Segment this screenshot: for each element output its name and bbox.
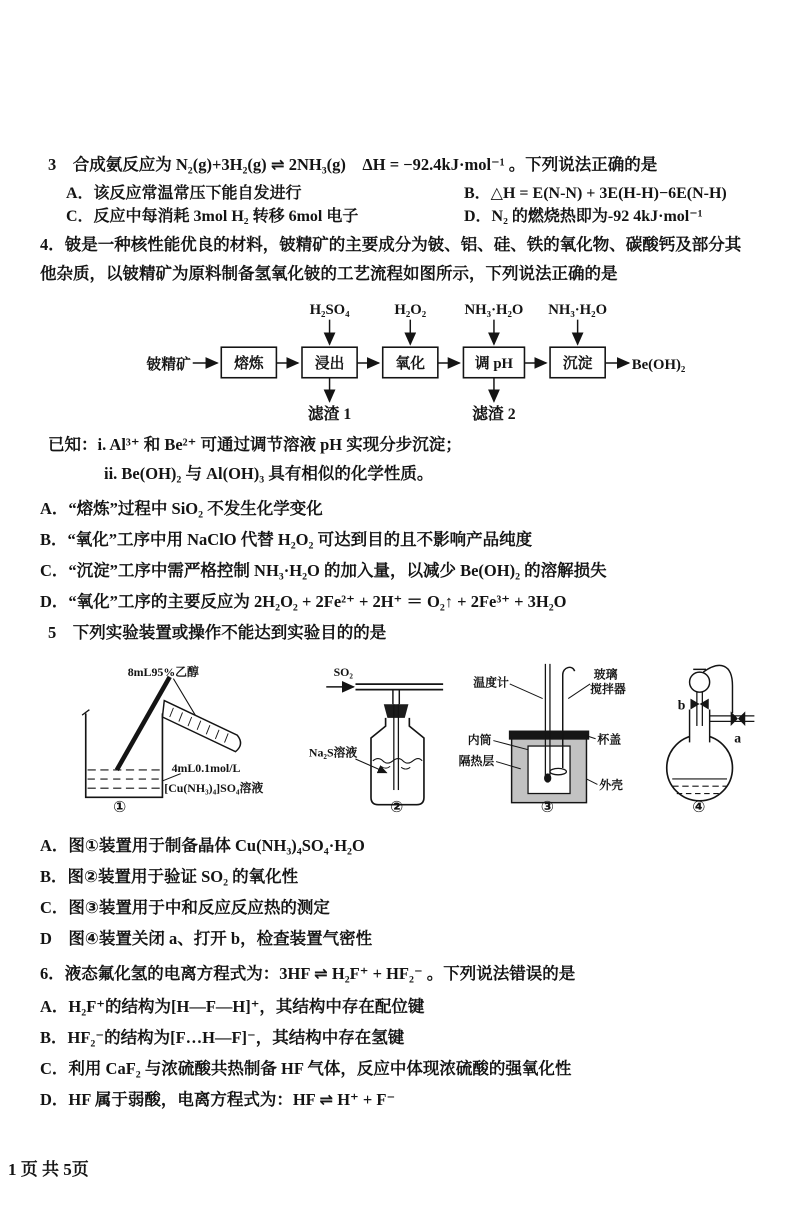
q3-option-a: A．该反应常温常压下能自发进行 (66, 185, 302, 202)
apparatus4-number: ④ (692, 798, 706, 816)
apparatus2-gas-label: SO₂ (333, 664, 353, 679)
flow-step-adjust-ph: 调 pH (474, 355, 514, 372)
apparatus2-number: ② (389, 798, 403, 816)
question-5 (40, 618, 764, 953)
q4-option-a: A．“熔炼”过程中 SiO₂ 不发生化学变化 (40, 499, 323, 518)
question-6 (40, 955, 764, 1114)
apparatus1-solution-label-1: 4mL0.1mol/L (171, 760, 241, 775)
question-3 (40, 150, 764, 226)
q5-option-c: C．图③装置用于中和反应反应热的测定 (40, 898, 330, 917)
test-tube (162, 701, 240, 752)
apparatus1-tube-label: 8mL95%乙醇 (127, 664, 199, 679)
beaker (82, 710, 162, 798)
apparatus3-thermometer-label: 温度计 (472, 675, 509, 690)
flow-input-nh3-1: NH₃·H₂O (464, 301, 524, 318)
q4-known-1: 已知：i. Al³⁺ 和 Be²⁺ 可通过调节溶液 pH 实现分步沉淀； (48, 435, 462, 454)
neck-mask (690, 711, 710, 738)
flow-step-leach: 浸出 (314, 355, 345, 372)
flow-input-h2o2: H₂O₂ (394, 301, 427, 318)
apparatus-3-calorimeter-figure (455, 651, 634, 821)
q3-option-b: B．△H = E(N-N) + 3E(H-H)−6E(N-H) (464, 185, 727, 202)
q5-option-a: A．图①装置用于制备晶体 Cu(NH₃)₄SO₄·H₂O (40, 836, 365, 855)
q3-option-c: C．反应中每消耗 3mol H₂ 转移 6mol 电子 (66, 208, 359, 225)
apparatus4-valve-a-label: a (734, 730, 742, 746)
q4-option-c: C．“沉淀”工序中需严格控制 NH₃·H₂O 的加入量，以减少 Be(OH)₂ 的溶解损失 (40, 561, 607, 580)
apparatus3-lid-label: 杯盖 (596, 732, 621, 747)
flow-step-precipitate: 沉淀 (562, 355, 593, 372)
apparatus3-number: ③ (540, 798, 554, 816)
bottle (371, 704, 424, 804)
inlet-tube (355, 684, 443, 704)
page-footer: 1 页 共 5页 (8, 1160, 89, 1179)
flow-diagram (142, 298, 764, 424)
q6-stem: 6．液态氟化氢的电离方程式为：3HF ⇌ H₂F⁺ + HF₂⁻ 。下列说法错误的是 (40, 964, 576, 983)
q4-known-2: ii. Be(OH)₂ 与 Al(OH)₃ 具有相似的化学性质。 (104, 464, 434, 483)
q6-option-d: D．HF 属于弱酸，电离方程式为：HF ⇌ H⁺ + F⁻ (40, 1090, 396, 1109)
apparatus1-solution-label-2: [Cu(NH₃)₄]SO₄溶液 (164, 780, 264, 795)
flow-input-nh3-2: NH₃·H₂O (548, 301, 608, 318)
apparatus-figures (62, 651, 764, 821)
question-4 (40, 226, 764, 616)
apparatus-2-gas-bottle-figure (308, 655, 445, 821)
flow-diagram-svg (142, 298, 714, 424)
q3-option-d: D．N₂ 的燃烧热即为-92 4kJ·mol⁻¹ (464, 208, 703, 225)
apparatus4-valve-b-label: b (678, 697, 686, 713)
apparatus-1-beaker-figure (62, 655, 298, 821)
q3-options-row-1 (66, 180, 764, 203)
q3-options-row-2 (66, 203, 764, 226)
q6-option-c: C．利用 CaF₂ 与浓硫酸共热制备 HF 气体，反应中体现浓硫酸的强氧化性 (40, 1059, 572, 1078)
q6-option-a: A．H₂F⁺的结构为[H—F—H]⁺，其结构中存在配位键 (40, 997, 425, 1016)
flow-residue-1: 滤渣 1 (307, 406, 352, 424)
apparatus3-insulation-label: 隔热层 (458, 754, 494, 769)
q4-stem-line2: 他杂质，以铍精矿为原料制备氢氧化铍的工艺流程如图所示，下列说法正确的是 (40, 264, 618, 283)
q4-option-d: D．“氧化”工序的主要反应为 2H₂O₂ + 2Fe²⁺ + 2H⁺ ＝ O₂↑ + 2Fe³⁺ + 3H₂O (40, 592, 567, 611)
q4-option-b: B．“氧化”工序中用 NaClO 代替 H₂O₂ 可达到目的且不影响产品纯度 (40, 530, 533, 549)
apparatus3-shell-label: 外壳 (598, 777, 623, 792)
apparatus3-stirrer-label-1: 玻璃 (593, 667, 618, 682)
flow-step-smelt: 熔炼 (234, 355, 264, 372)
apparatus2-solution-label: Na₂S溶液 (308, 745, 357, 760)
flow-source: 铍精矿 (146, 356, 191, 373)
q3-stem: 3 合成氨反应为 N₂(g)+3H₂(g) ⇌ 2NH₃(g) ΔH = −92.4kJ·mol⁻¹ 。下列说法正确的是 (48, 155, 658, 174)
cup-lid (508, 731, 588, 740)
flow-product: Be(OH)₂ (631, 356, 686, 373)
apparatus-4-flask-figure (643, 651, 764, 821)
q5-stem: 5 下列实验装置或操作不能达到实验目的的是 (48, 623, 387, 642)
flow-residue-2: 滤渣 2 (472, 406, 516, 424)
flask-bulb (667, 735, 733, 801)
q5-option-b: B．图②装置用于验证 SO₂ 的氧化性 (40, 867, 299, 886)
apparatus3-stirrer-label-2: 搅拌器 (589, 682, 626, 697)
flow-step-oxidize: 氧化 (395, 355, 426, 372)
apparatus1-number: ① (113, 798, 127, 816)
q6-option-b: B．HF₂⁻的结构为[F…H—F]⁻，其结构中存在氢键 (40, 1028, 405, 1047)
apparatus3-inner-label: 内筒 (467, 733, 492, 748)
flow-input-h2so4: H₂SO₄ (309, 301, 350, 318)
stopper (383, 704, 408, 718)
q5-option-d: D 图④装置关闭 a、打开 b，检查装置气密性 (40, 929, 373, 948)
q4-stem-line1: 4．铍是一种核性能优良的材料，铍精矿的主要成分为铍、铝、硅、铁的氧化物、碳酸钙及部分其 (40, 235, 742, 254)
side-arm (710, 711, 755, 726)
